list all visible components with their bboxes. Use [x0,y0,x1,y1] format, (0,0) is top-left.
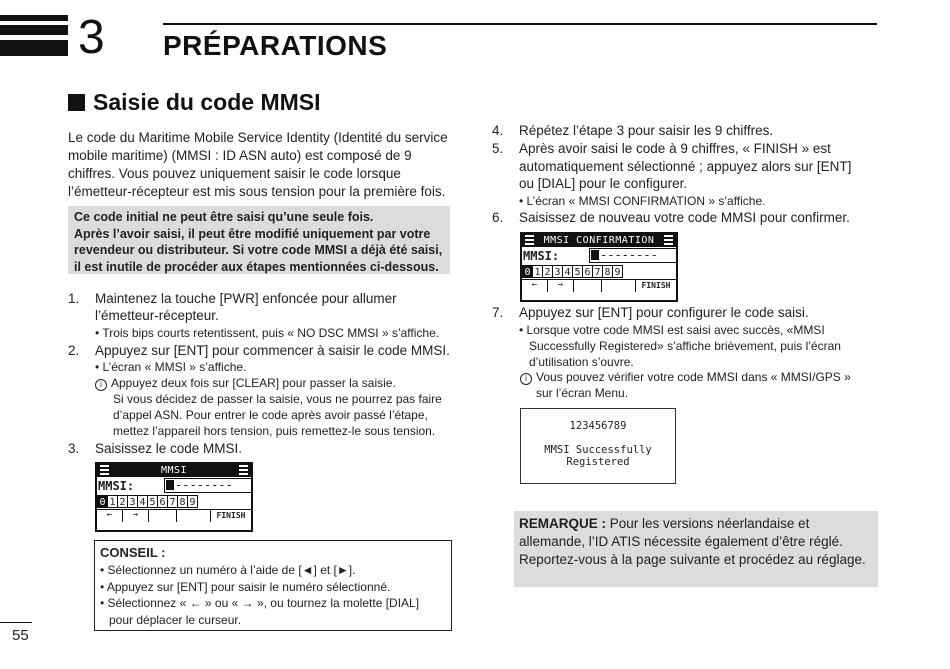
lcd-empty-slot [149,510,177,522]
section-title-text: Saisie du code MMSI [93,89,321,115]
conseil-item: pour déplacer le curseur. [109,612,242,627]
lcd-entry: -------- [175,478,233,492]
success-message: MMSI Successfully [544,444,652,456]
lcd-left-arrow-button: ← [97,510,123,522]
note-text: Vous pouvez vérifier votre code MMSI dans « MMSI/GPS » [536,370,851,384]
success-message: Registered [566,456,630,468]
note-text: sur l’écran Menu. [536,386,629,400]
lcd-digit-row [97,495,251,509]
lcd-digit: 3 [552,265,563,278]
page-rule [0,622,32,623]
lcd-empty-slot [574,280,602,292]
lcd-label: MMSI: [98,479,135,493]
step-number: 1. [68,291,80,306]
lcd-digit: 9 [187,495,198,508]
info-icon: i [95,379,107,391]
step-2 [68,342,468,378]
conseil-item: • Sélectionnez « ← » ou « → », ou tournez la molette [DIAL] [100,596,420,610]
conseil-box [94,540,452,631]
step-text: Saisissez de nouveau votre code MMSI pour confirmer. [519,210,850,225]
step-bullet: d’utilisation s’ouvre. [529,355,634,369]
success-screen [520,408,676,484]
page-number: 55 [12,627,29,644]
warning-box [68,206,450,274]
step-3 [68,440,468,458]
lcd-digit: 0 [97,495,108,508]
note-text: Si vous décidez de passer la saisie, vous ne pourrez pas faire [113,392,442,406]
lcd-digit: 4 [137,495,148,508]
warning-line: Après l’avoir saisi, il peut être modifié uniquement par votre revendeur ou distributeur. Si votre code MMSI a déjà été saisi, il est inutile de procéder aux étapes mentionnées ci-dessous. [74,226,443,274]
menu-icon [100,465,109,475]
lcd-empty-slot [177,510,211,522]
lcd-digit: 1 [532,265,543,278]
lcd-left-arrow-button: ← [522,280,548,292]
lcd-title-bar [97,464,251,477]
lcd-confirmation-screen [520,232,678,302]
step-text: automatiquement sélectionné ; appuyez alors sur [ENT] [519,158,852,174]
lcd-button-row [522,279,676,292]
conseil-title: CONSEIL : [100,545,166,560]
lcd-digit: 7 [167,495,178,508]
step-1 [68,290,468,340]
cursor-block [166,480,174,490]
lcd-digit-row [522,265,676,279]
lcd-digit: 5 [147,495,158,508]
chapter-tab-bar [0,15,68,21]
step-number: 7. [492,305,504,320]
step-number: 5. [492,141,504,156]
lcd-finish-button: FINISH [641,281,671,290]
conseil-item: • Sélectionnez un numéro à l’aide de [◄] et [►]. [100,563,356,577]
step-bullet: • L’écran « MMSI CONFIRMATION » s’affiche. [519,194,766,208]
step-text: ou [DIAL] pour le configurer. [519,176,688,191]
note-skip [95,375,465,439]
menu-icon [525,235,534,245]
lcd-title-bar [522,234,676,247]
menu-icon [664,235,673,245]
lcd-digit: 0 [522,265,533,278]
menu-icon [239,465,248,475]
chapter-tab-bar [0,40,68,56]
lcd-digit: 2 [542,265,553,278]
step-4 [492,122,892,140]
step-text: l’émetteur-récepteur. [95,308,219,323]
lcd-entry-field [164,478,252,493]
chapter-number: 3 [78,11,105,64]
lcd-digit: 2 [117,495,128,508]
lcd-digit: 8 [177,495,188,508]
lcd-digit: 7 [592,265,603,278]
lcd-mmsi-screen [95,462,253,532]
lcd-digit: 4 [562,265,573,278]
lcd-digit: 5 [572,265,583,278]
remark-box [514,511,878,587]
remark-text: Pour les versions néerlandaise et allemande, l’ID ATIS nécessite également d’être réglé. Reportez-vous à la page suivante et procédez au réglage. [519,516,866,567]
step-number: 6. [492,210,504,225]
step-text: Maintenez la touche [PWR] enfoncée pour allumer [95,291,397,306]
step-text: Après avoir saisi le code à 9 chiffres, « FINISH » est [519,141,831,156]
chapter-rule [163,23,877,25]
lcd-digit: 6 [157,495,168,508]
step-7 [492,304,892,370]
note-text: d’appel ASN. Pour entrer le code après avoir passé l’étape, [113,408,428,422]
lcd-digit: 6 [582,265,593,278]
step-6 [492,209,892,227]
intro-paragraph: Le code du Maritime Mobile Service Identity (Identité du service mobile maritime) (MMSI : ID ASN auto) est composé de 9 chiffres. Vous pouvez uniquement saisir le code lorsque l’émetteur-récepteur est mis sous tension pour la première fois. [68,130,448,199]
step-text: Répétez l’étape 3 pour saisir les 9 chiffres. [519,123,774,138]
lcd-digit: 3 [127,495,138,508]
lcd-finish-button: FINISH [216,511,246,520]
lcd-title: MMSI [160,465,188,476]
step-text: Appuyez sur [ENT] pour configurer le code saisi. [519,305,809,320]
lcd-right-arrow-button: → [123,510,149,522]
chapter-title: PRÉPARATIONS [163,30,388,61]
lcd-empty-slot [602,280,636,292]
step-number: 2. [68,343,80,358]
lcd-entry-row [97,477,251,494]
note-verify [520,369,880,401]
step-text: Saisissez le code MMSI. [95,441,243,456]
lcd-right-arrow-button: → [548,280,574,292]
step-number: 4. [492,123,504,138]
section-title [68,89,321,116]
lcd-button-row [97,509,251,522]
success-code: 123456789 [569,420,627,432]
lcd-entry-field [589,248,677,263]
lcd-title: MMSI CONFIRMATION [543,235,655,246]
square-bullet-icon [68,94,85,111]
conseil-item: • Appuyez sur [ENT] pour saisir le numéro sélectionné. [100,579,391,594]
step-5 [492,140,892,210]
note-text: Appuyez deux fois sur [CLEAR] pour passer la saisie. [111,376,396,390]
warning-line: Ce code initial ne peut être saisi qu’une seule fois. [74,210,374,224]
lcd-entry: -------- [600,248,658,262]
step-bullet: • Lorsque votre code MMSI est saisi avec succès, «MMSI [519,323,825,337]
step-number: 3. [68,441,80,456]
lcd-entry-row [522,247,676,264]
step-bullet: • Trois bips courts retentissent, puis « NO DSC MMSI » s’affiche. [95,326,440,340]
step-bullet: Successfully Registered» s’affiche brièvement, puis l’écran [529,339,841,353]
lcd-digit: 1 [107,495,118,508]
step-bullet: • L’écran « MMSI » s’affiche. [95,360,247,374]
cursor-block [591,250,599,260]
chapter-tab-bar [0,25,68,35]
lcd-digit: 9 [612,265,623,278]
step-text: Appuyez sur [ENT] pour commencer à saisir le code MMSI. [95,343,450,358]
note-text: mettez l’appareil hors tension, puis remettez-le sous tension. [113,424,436,438]
lcd-label: MMSI: [523,249,560,263]
lcd-digit: 8 [602,265,613,278]
remark-label: REMARQUE : [519,516,606,531]
info-icon: i [520,373,532,385]
